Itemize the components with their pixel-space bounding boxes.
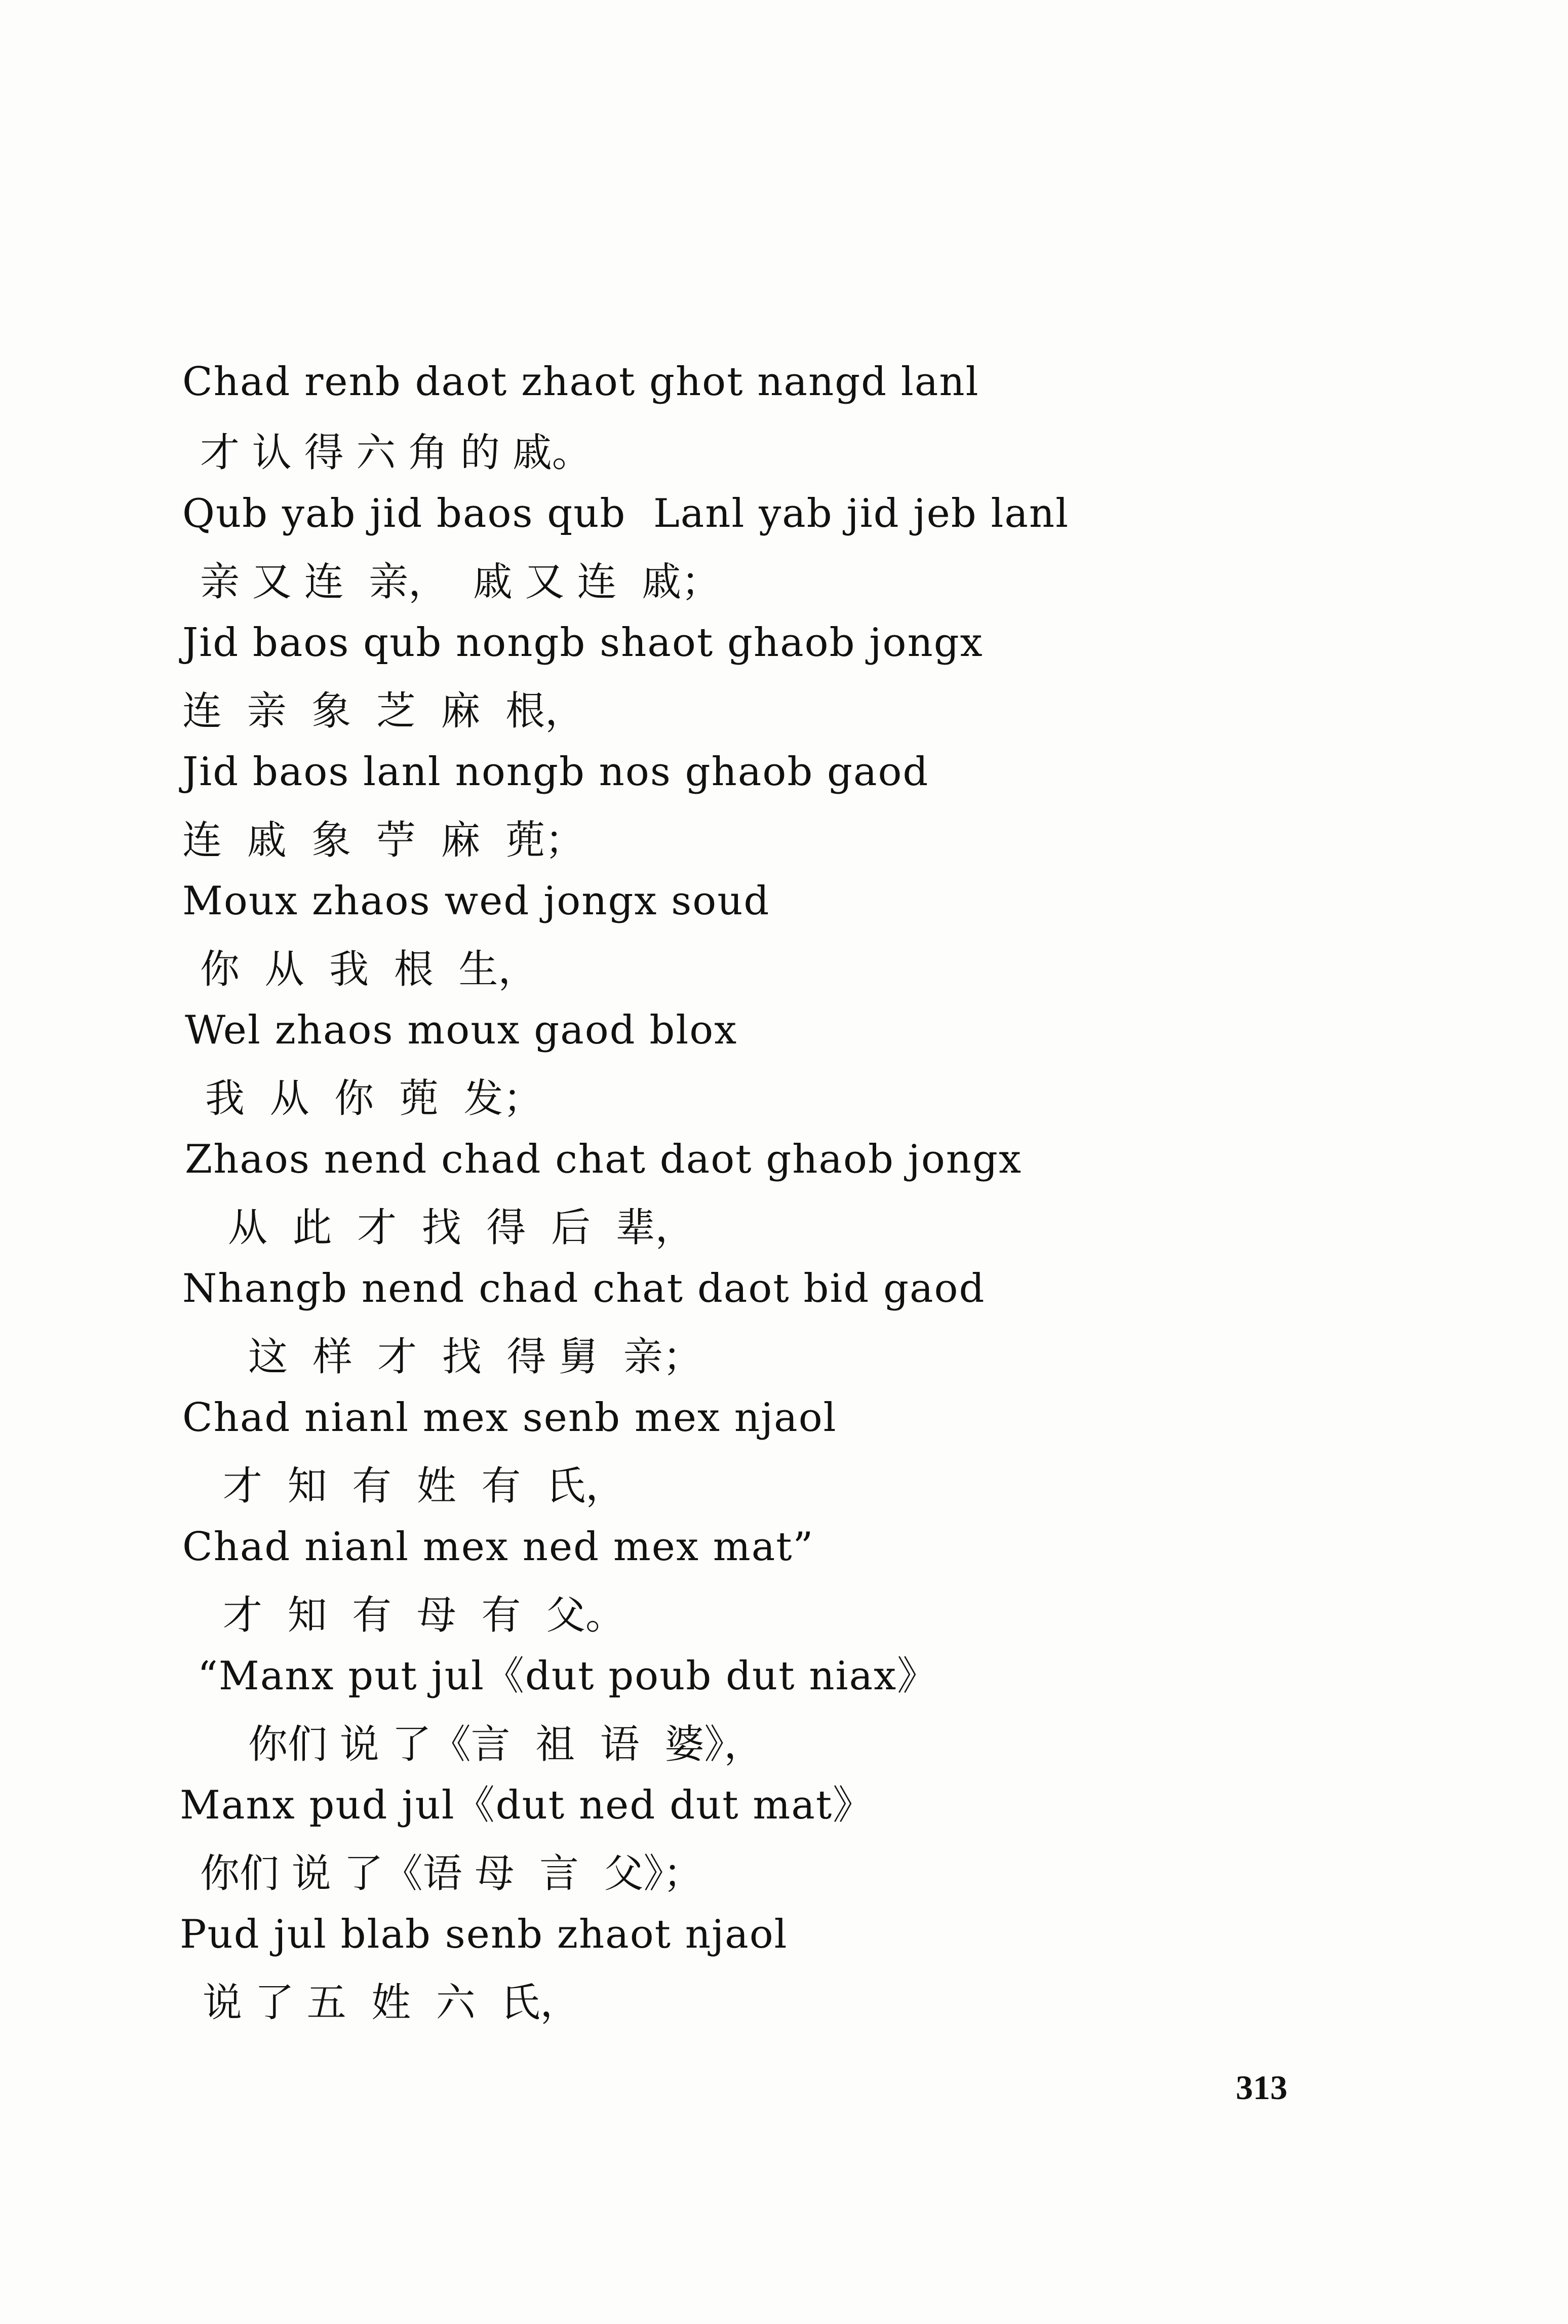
chinese-line: 你 从 我 根 生， bbox=[200, 947, 538, 992]
miao-line: Qub yab jid baos qub Lanl yab jid jeb lanl bbox=[182, 491, 1070, 536]
miao-line: Chad nianl mex senb mex njaol bbox=[182, 1395, 837, 1441]
chinese-line: 你们 说 了《言 祖 语 婆》， bbox=[248, 1722, 764, 1767]
chinese-line: 我 从 你 蔸 发； bbox=[205, 1076, 543, 1121]
chinese-line: 才 知 有 姓 有 氏， bbox=[223, 1463, 625, 1509]
miao-line: Wel zhaos moux gaod blox bbox=[185, 1008, 738, 1053]
miao-line: Zhaos nend chad chat daot ghaob jongx bbox=[185, 1137, 1022, 1182]
miao-line: Manx pud jul《dut ned dut mat》 bbox=[180, 1783, 874, 1828]
miao-line: Nhangb nend chad chat daot bid gaod bbox=[182, 1266, 986, 1311]
chinese-line: 连 戚 象 苧 麻 蔸； bbox=[182, 818, 584, 863]
miao-line: Jid baos qub nongb shaot ghaob jongx bbox=[182, 620, 984, 666]
miao-line: Jid baos lanl nongb nos ghaob gaod bbox=[182, 749, 929, 795]
chinese-line: 这 样 才 找 得 舅 亲； bbox=[248, 1334, 702, 1380]
chinese-line: 亲 又 连 亲， 戚 又 连 戚； bbox=[200, 559, 721, 605]
miao-line: “Manx put jul《dut poub dut niax》 bbox=[198, 1653, 938, 1699]
page-number: 313 bbox=[1236, 2068, 1287, 2107]
miao-line: Chad nianl mex ned mex mat” bbox=[182, 1524, 814, 1570]
miao-line: Chad renb daot zhaot ghot nangd lanl bbox=[182, 359, 979, 405]
chinese-line: 说 了 五 姓 六 氏， bbox=[203, 1980, 580, 2026]
miao-line: Pud jul blab senb zhaot njaol bbox=[180, 1912, 788, 1957]
chinese-line: 连 亲 象 芝 麻 根， bbox=[182, 688, 584, 734]
chinese-line: 你们 说 了《语 母 言 父》； bbox=[200, 1851, 703, 1896]
chinese-line: 从 此 才 找 得 后 辈， bbox=[228, 1205, 695, 1251]
miao-line: Moux zhaos wed jongx soud bbox=[182, 878, 770, 924]
chinese-line: 才 认 得 六 角 的 戚。 bbox=[200, 430, 592, 476]
chinese-line: 才 知 有 母 有 父。 bbox=[223, 1593, 625, 1638]
